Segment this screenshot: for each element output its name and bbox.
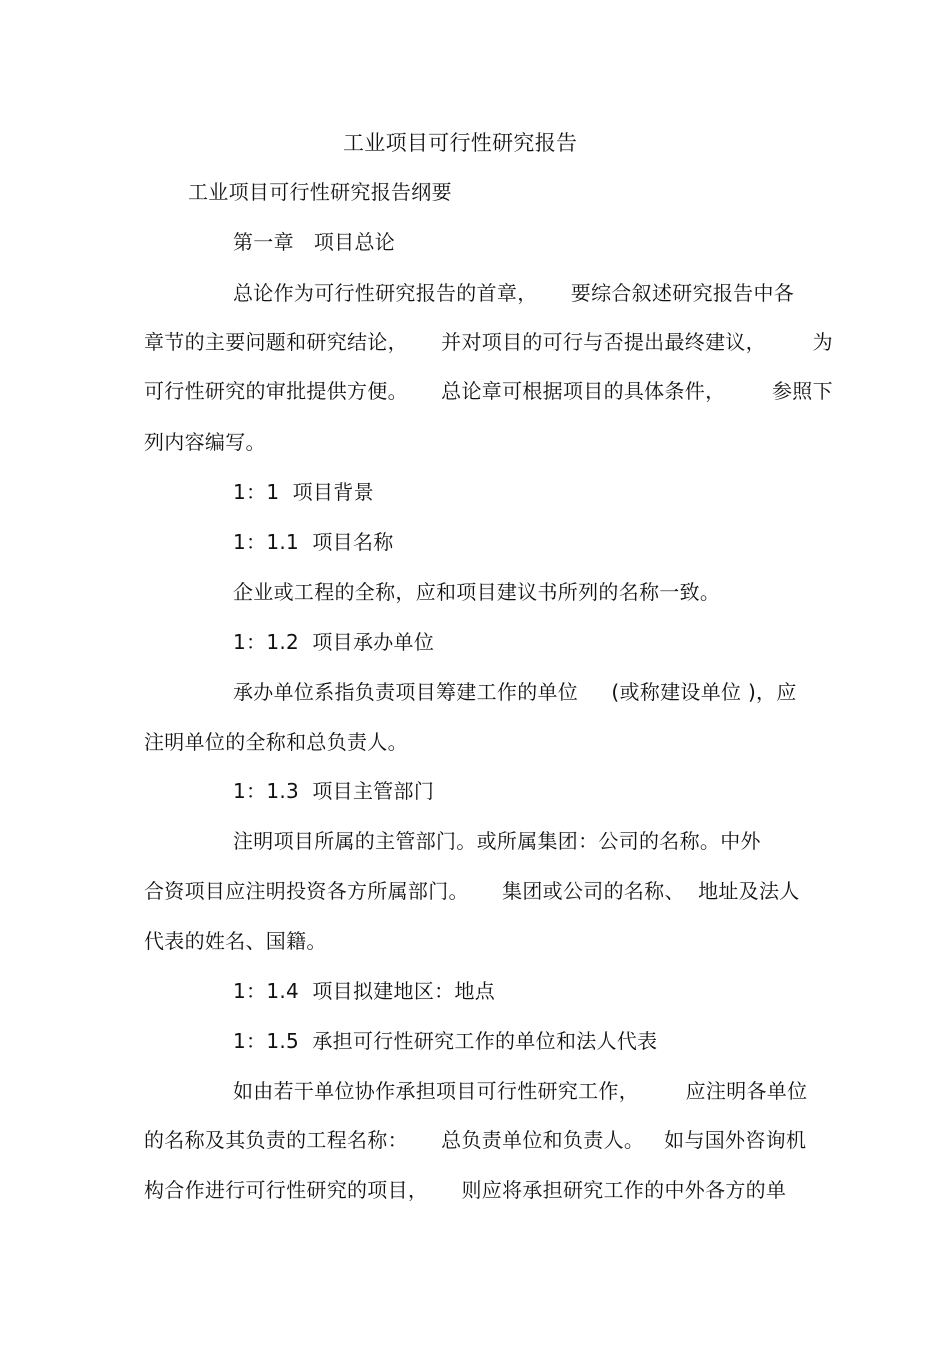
- section-1-1-3-line-3: 代表的姓名、国籍。: [144, 929, 327, 953]
- section-1-1-1-heading: 1：1.1 项目名称: [233, 530, 394, 554]
- section-1-1-2-line-1: 承办单位系指负责项目筹建工作的单位 (或称建设单位 )，应: [233, 680, 797, 704]
- section-1-1-2-line-2: 注明单位的全称和总负责人。: [144, 730, 408, 754]
- section-1-1-4-heading: 1：1.4 项目拟建地区：地点: [233, 979, 496, 1003]
- section-1-1-3-heading: 1：1.3 项目主管部门: [233, 779, 435, 803]
- section-1-1-5-line-3: 构合作进行可行性研究的项目， 则应将承担研究工作的中外各方的单: [144, 1178, 787, 1202]
- intro-line-1: 总论作为可行性研究报告的首章， 要综合叙述研究报告中各: [233, 281, 795, 305]
- chapter-heading: 第一章 项目总论: [233, 230, 396, 254]
- document-title: 工业项目可行性研究报告: [343, 131, 578, 155]
- section-1-1-3-line-1: 注明项目所属的主管部门。或所属集团：公司的名称。中外: [233, 829, 761, 853]
- section-1-1-5-heading: 1：1.5 承担可行性研究工作的单位和法人代表: [233, 1029, 658, 1053]
- section-1-1-3-line-2: 合资项目应注明投资各方所属部门。 集团或公司的名称、 地址及法人: [144, 879, 800, 903]
- section-1-1-5-line-2: 的名称及其负责的工程名称： 总负责单位和负责人。 如与国外咨询机: [144, 1128, 807, 1152]
- document-subtitle: 工业项目可行性研究报告纲要: [188, 180, 452, 204]
- section-1-1-heading: 1：1 项目背景: [233, 480, 374, 504]
- intro-line-4: 列内容编写。: [144, 430, 266, 454]
- intro-line-3: 可行性研究的审批提供方便。 总论章可根据项目的具体条件， 参照下: [144, 379, 833, 403]
- section-1-1-2-heading: 1：1.2 项目承办单位: [233, 630, 435, 654]
- section-1-1-5-line-1: 如由若干单位协作承担项目可行性研究工作， 应注明各单位: [233, 1079, 808, 1103]
- section-1-1-1-text: 企业或工程的全称，应和项目建议书所列的名称一致。: [233, 580, 721, 604]
- intro-line-2: 章节的主要问题和研究结论， 并对项目的可行与否提出最终建议， 为: [144, 330, 833, 354]
